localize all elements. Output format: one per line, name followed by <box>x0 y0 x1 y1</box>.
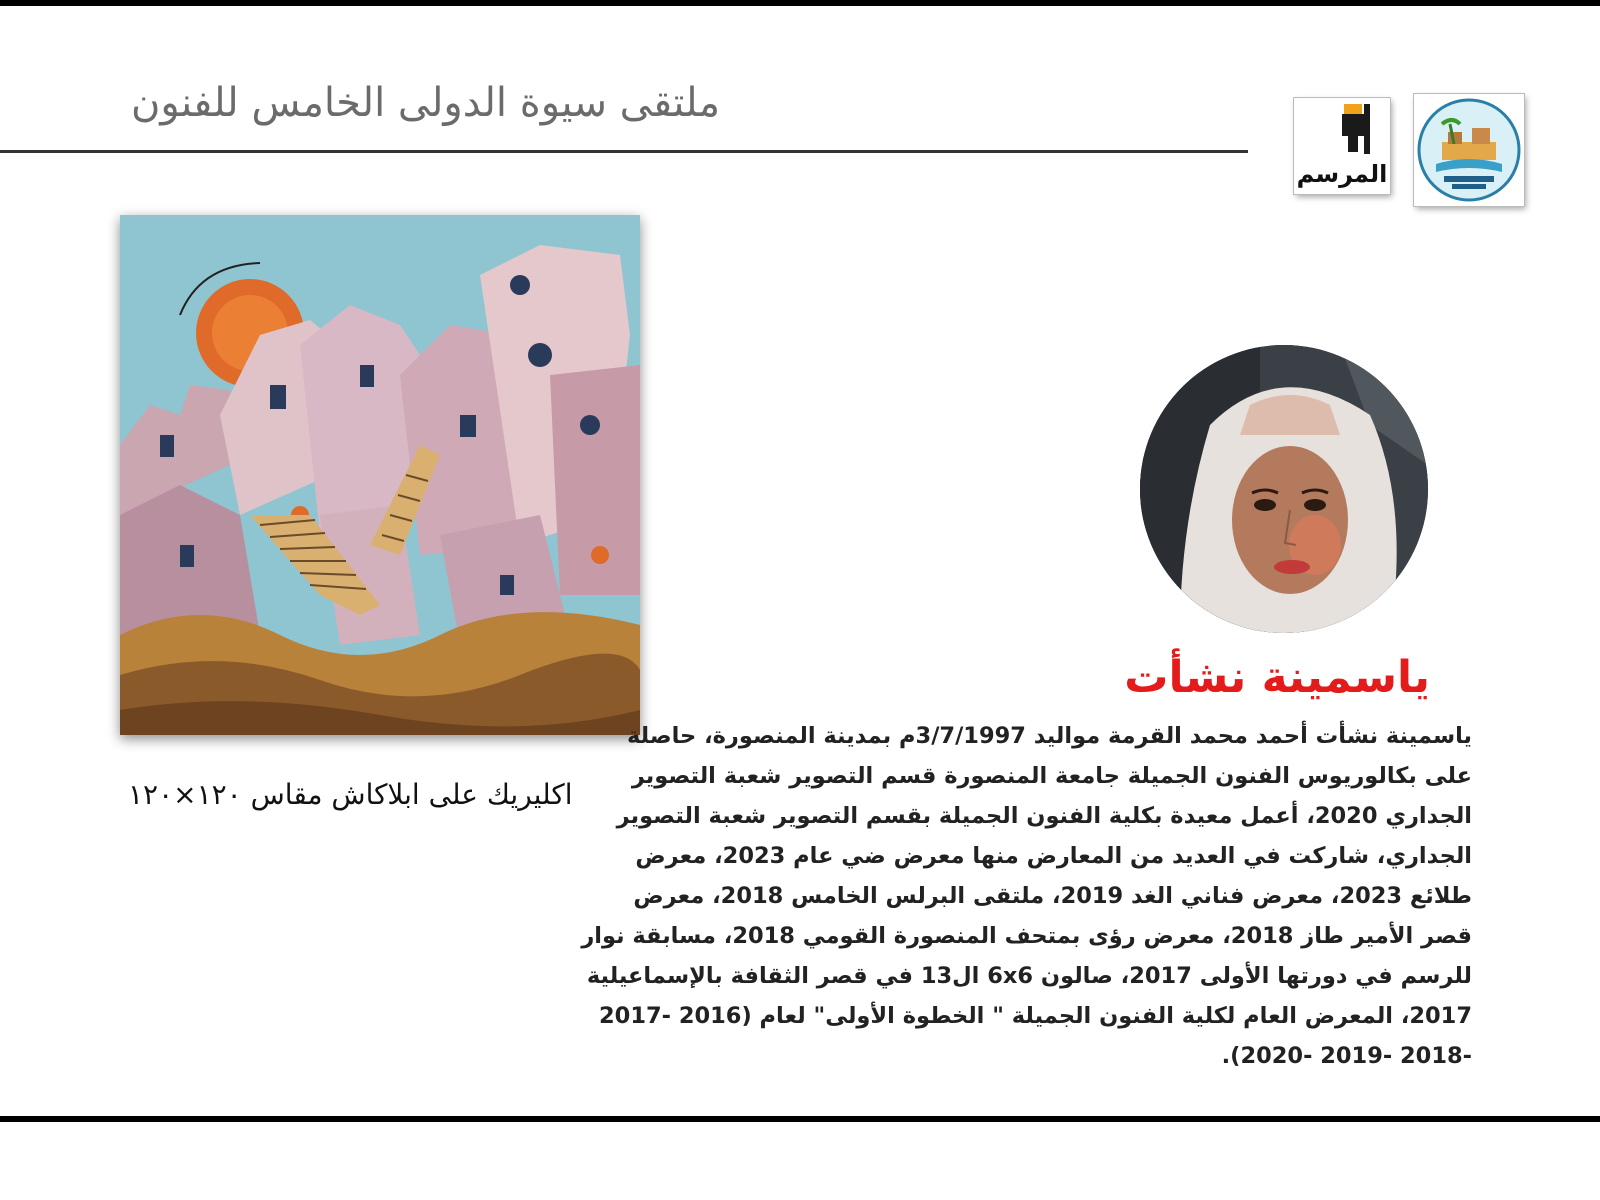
bio-line: قصر الأمير طاز 2018، معرض رؤى بمتحف المنصورة القومي 2018، مسابقة نوار <box>581 923 1472 949</box>
header-divider <box>0 150 1248 153</box>
siwa-forum-logo <box>1414 94 1524 206</box>
page-title: ملتقى سيوة الدولى الخامس للفنون <box>130 80 720 126</box>
bio-line: 2017، المعرض العام لكلية الفنون الجميلة " الخطوة الأولى" لعام (2016 -2017 <box>599 1003 1472 1029</box>
marsam-logo-mark <box>1294 98 1390 194</box>
artwork-painting <box>120 215 640 735</box>
siwa-logo-emblem <box>1414 94 1524 206</box>
bio-line: الجداري 2020، أعمل معيدة بكلية الفنون الجميلة بقسم التصوير شعبة التصوير <box>616 803 1472 829</box>
bio-line: طلائع 2023، معرض فناني الغد 2019، ملتقى البرلس الخامس 2018، معرض <box>633 883 1472 909</box>
top-border-rule <box>0 0 1600 6</box>
bio-line: للرسم في دورتها الأولى 2017، صالون 6x6 ال13 في قصر الثقافة بالإسماعيلية <box>586 963 1472 989</box>
artist-biography <box>581 716 1472 1076</box>
artist-portrait <box>1140 345 1428 633</box>
bio-line: على بكالوريوس الفنون الجميلة جامعة المنصورة قسم التصوير شعبة التصوير <box>631 763 1472 789</box>
bio-line: -2018 -2019 -2020). <box>1221 1043 1472 1069</box>
painting-image <box>120 215 640 735</box>
bottom-border-rule <box>0 1116 1600 1122</box>
artist-name: ياسمينة نشأت <box>1124 652 1430 703</box>
portrait-image <box>1140 345 1428 633</box>
marsam-logo-text: المرسم <box>1296 160 1388 188</box>
artwork-caption: اكليريك على ابلاكاش مقاس ١٢٠×١٢٠ <box>128 778 573 811</box>
bio-line: الجداري، شاركت في العديد من المعارض منها معرض ضي عام 2023، معرض <box>635 843 1472 869</box>
marsam-logo <box>1294 98 1390 194</box>
bio-line: ياسمينة نشأت أحمد محمد القرمة مواليد 3/7/1997م بمدينة المنصورة، حاصلة <box>627 723 1472 749</box>
